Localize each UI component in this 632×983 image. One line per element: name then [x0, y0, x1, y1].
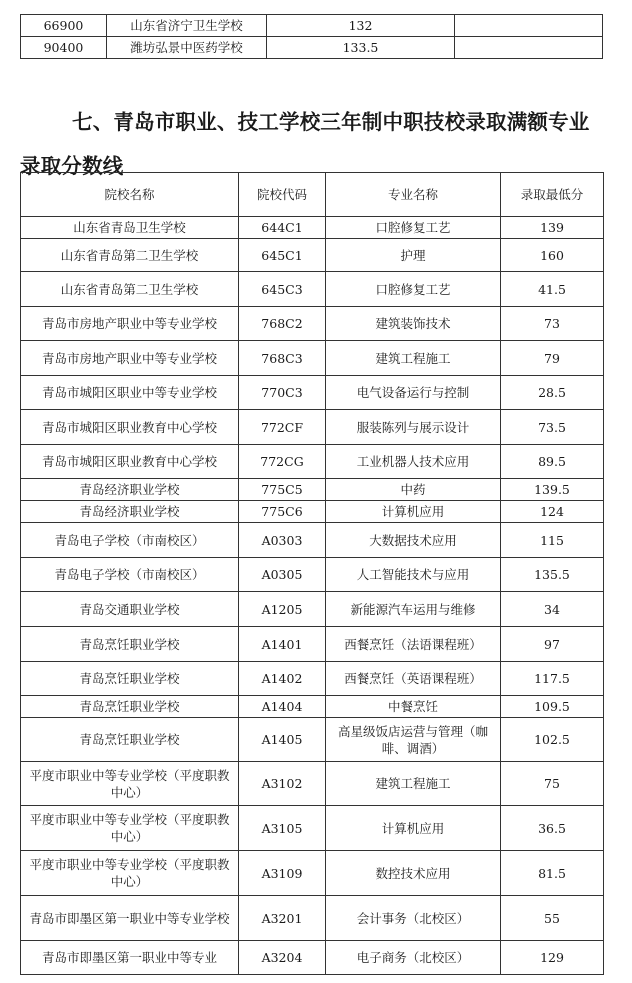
school-code-cell: 770C3 [239, 376, 326, 410]
table-row [21, 718, 604, 762]
min-score-cell: 124 [501, 501, 604, 523]
school-code-cell: 775C6 [239, 501, 326, 523]
school-code-cell: A1404 [239, 696, 326, 718]
min-score-cell: 102.5 [501, 718, 604, 762]
school-name-cell: 山东省青岛卫生学校 [21, 217, 239, 239]
school-code-cell: A1405 [239, 718, 326, 762]
min-score-cell: 73.5 [501, 410, 604, 445]
header-major-name: 专业名称 [326, 173, 501, 217]
major-name-cell: 计算机应用 [326, 806, 501, 851]
school-name-cell: 山东省青岛第二卫生学校 [21, 239, 239, 272]
score-cell: 133.5 [267, 37, 455, 59]
major-name-cell: 建筑工程施工 [326, 341, 501, 376]
major-name-cell: 人工智能技术与应用 [326, 558, 501, 592]
school-name-cell: 青岛烹饪职业学校 [21, 627, 239, 662]
school-name-cell: 青岛烹饪职业学校 [21, 718, 239, 762]
school-name-cell: 青岛电子学校（市南校区） [21, 558, 239, 592]
school-cell: 潍坊弘景中医药学校 [107, 37, 267, 59]
table-row [21, 592, 604, 627]
school-code-cell: A1402 [239, 662, 326, 696]
school-name-cell: 青岛市城阳区职业教育中心学校 [21, 445, 239, 479]
school-code-cell: 772CF [239, 410, 326, 445]
major-name-cell: 西餐烹饪（法语课程班） [326, 627, 501, 662]
major-name-cell: 中餐烹饪 [326, 696, 501, 718]
min-score-cell: 129 [501, 941, 604, 975]
table-row [21, 217, 604, 239]
school-name-cell: 青岛市房地产职业中等专业学校 [21, 341, 239, 376]
school-code-cell: 768C3 [239, 341, 326, 376]
min-score-cell: 89.5 [501, 445, 604, 479]
school-cell: 山东省济宁卫生学校 [107, 15, 267, 37]
school-code-cell: A3201 [239, 896, 326, 941]
table-row [21, 15, 603, 37]
empty-cell [455, 15, 603, 37]
table-row [21, 851, 604, 896]
min-score-cell: 55 [501, 896, 604, 941]
header-school-code: 院校代码 [239, 173, 326, 217]
table-row [21, 376, 604, 410]
school-code-cell: A1205 [239, 592, 326, 627]
school-name-cell: 青岛烹饪职业学校 [21, 662, 239, 696]
table-row [21, 627, 604, 662]
major-name-cell: 服装陈列与展示设计 [326, 410, 501, 445]
admission-score-table [20, 172, 604, 975]
min-score-cell: 139 [501, 217, 604, 239]
major-name-cell: 口腔修复工艺 [326, 217, 501, 239]
empty-cell [455, 37, 603, 59]
table-row [21, 410, 604, 445]
table-row [21, 37, 603, 59]
school-name-cell: 青岛市即墨区第一职业中等专业学校 [21, 896, 239, 941]
school-code-cell: A3105 [239, 806, 326, 851]
code-cell: 90400 [21, 37, 107, 59]
table-row [21, 523, 604, 558]
school-name-cell: 青岛经济职业学校 [21, 501, 239, 523]
min-score-cell: 73 [501, 307, 604, 341]
table-row [21, 696, 604, 718]
major-name-cell: 中药 [326, 479, 501, 501]
school-name-cell: 青岛市城阳区职业中等专业学校 [21, 376, 239, 410]
min-score-cell: 28.5 [501, 376, 604, 410]
table-row [21, 272, 604, 307]
min-score-cell: 160 [501, 239, 604, 272]
header-min-score: 录取最低分 [501, 173, 604, 217]
school-name-cell: 青岛市房地产职业中等专业学校 [21, 307, 239, 341]
major-name-cell: 高星级饭店运营与管理（咖啡、调酒） [326, 718, 501, 762]
school-name-cell: 山东省青岛第二卫生学校 [21, 272, 239, 307]
school-name-cell: 平度市职业中等专业学校（平度职教中心） [21, 851, 239, 896]
school-code-cell: 772CG [239, 445, 326, 479]
major-name-cell: 电子商务（北校区） [326, 941, 501, 975]
school-name-cell: 平度市职业中等专业学校（平度职教中心） [21, 762, 239, 806]
school-name-cell: 平度市职业中等专业学校（平度职教中心） [21, 806, 239, 851]
school-code-cell: A3102 [239, 762, 326, 806]
min-score-cell: 109.5 [501, 696, 604, 718]
school-name-cell: 青岛烹饪职业学校 [21, 696, 239, 718]
school-code-cell: 768C2 [239, 307, 326, 341]
major-name-cell: 大数据技术应用 [326, 523, 501, 558]
min-score-cell: 34 [501, 592, 604, 627]
school-code-cell: 645C1 [239, 239, 326, 272]
major-name-cell: 建筑工程施工 [326, 762, 501, 806]
min-score-cell: 41.5 [501, 272, 604, 307]
table-row [21, 501, 604, 523]
min-score-cell: 139.5 [501, 479, 604, 501]
major-name-cell: 数控技术应用 [326, 851, 501, 896]
school-name-cell: 青岛市即墨区第一职业中等专业 [21, 941, 239, 975]
min-score-cell: 81.5 [501, 851, 604, 896]
school-code-cell: A1401 [239, 627, 326, 662]
code-cell: 66900 [21, 15, 107, 37]
min-score-cell: 79 [501, 341, 604, 376]
school-code-cell: 775C5 [239, 479, 326, 501]
table-row [21, 762, 604, 806]
school-name-cell: 青岛市城阳区职业教育中心学校 [21, 410, 239, 445]
previous-section-table [20, 14, 603, 59]
score-cell: 132 [267, 15, 455, 37]
table-row [21, 896, 604, 941]
table-row [21, 341, 604, 376]
min-score-cell: 117.5 [501, 662, 604, 696]
table-header-row [21, 173, 604, 217]
table-row [21, 479, 604, 501]
school-name-cell: 青岛电子学校（市南校区） [21, 523, 239, 558]
section-title: 七、青岛市职业、技工学校三年制中职技校录取满额专业录取分数线 [20, 110, 590, 178]
school-code-cell: 645C3 [239, 272, 326, 307]
table-row [21, 941, 604, 975]
min-score-cell: 97 [501, 627, 604, 662]
table-row [21, 806, 604, 851]
min-score-cell: 36.5 [501, 806, 604, 851]
min-score-cell: 75 [501, 762, 604, 806]
school-code-cell: 644C1 [239, 217, 326, 239]
major-name-cell: 护理 [326, 239, 501, 272]
min-score-cell: 135.5 [501, 558, 604, 592]
school-code-cell: A3204 [239, 941, 326, 975]
major-name-cell: 口腔修复工艺 [326, 272, 501, 307]
table-body [21, 217, 604, 975]
major-name-cell: 西餐烹饪（英语课程班） [326, 662, 501, 696]
school-code-cell: A3109 [239, 851, 326, 896]
table-row [21, 558, 604, 592]
major-name-cell: 工业机器人技术应用 [326, 445, 501, 479]
table-row [21, 445, 604, 479]
min-score-cell: 115 [501, 523, 604, 558]
table-row [21, 662, 604, 696]
major-name-cell: 计算机应用 [326, 501, 501, 523]
school-code-cell: A0305 [239, 558, 326, 592]
major-name-cell: 新能源汽车运用与维修 [326, 592, 501, 627]
major-name-cell: 电气设备运行与控制 [326, 376, 501, 410]
table-row [21, 307, 604, 341]
header-school-name: 院校名称 [21, 173, 239, 217]
school-code-cell: A0303 [239, 523, 326, 558]
major-name-cell: 会计事务（北校区） [326, 896, 501, 941]
school-name-cell: 青岛交通职业学校 [21, 592, 239, 627]
school-name-cell: 青岛经济职业学校 [21, 479, 239, 501]
table-row [21, 239, 604, 272]
major-name-cell: 建筑装饰技术 [326, 307, 501, 341]
